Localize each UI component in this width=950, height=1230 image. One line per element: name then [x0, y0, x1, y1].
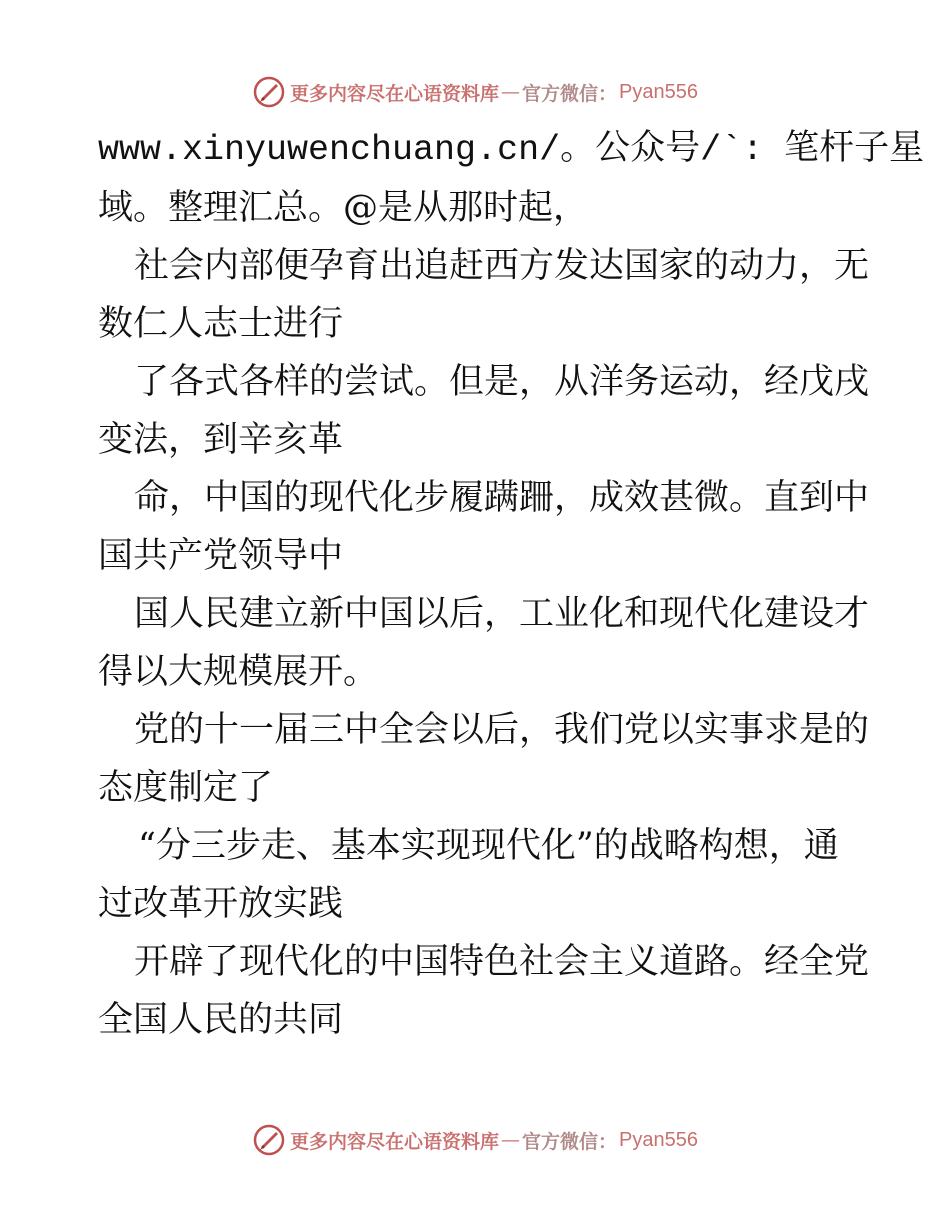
- text-line: 域。整理汇总。@是从那时起，: [98, 188, 589, 228]
- text-line: 国人民建立新中国以后，工业化和现代化建设才: [134, 594, 870, 634]
- text-line: “分三步走、基本实现现代化”的战略构想，通: [138, 826, 839, 866]
- text-line: 开辟了现代化的中国特色社会主义道路。经全党: [134, 942, 870, 982]
- quill-logo-icon: [252, 1123, 286, 1157]
- banner-main-text: 更多内容尽在心语资料库: [290, 1130, 500, 1153]
- banner-main-text: 更多内容尽在心语资料库: [290, 82, 500, 105]
- text-line: 态度制定了: [98, 768, 274, 808]
- banner-wechat-id: Pyan556: [619, 1128, 698, 1151]
- banner-wechat-label: 官方微信：: [522, 82, 618, 105]
- text-line: 变法，到辛亥革: [98, 420, 344, 460]
- text-line: 党的十一届三中全会以后，我们党以实事求是的: [134, 710, 870, 750]
- banner-wechat-id: Pyan556: [619, 80, 698, 103]
- text-line: 得以大规模展开。: [98, 652, 379, 692]
- text-line: 全国人民的共同: [98, 1000, 344, 1040]
- footer-banner: [0, 1120, 950, 1160]
- banner-separator: —: [501, 81, 521, 103]
- banner-separator: —: [501, 1129, 521, 1151]
- header-banner: [0, 72, 950, 112]
- text-line: 了各式各样的尝试。但是，从洋务运动，经戊戌: [134, 362, 870, 402]
- quill-logo-icon: [252, 75, 286, 109]
- text-line: 国共产党领导中: [98, 536, 344, 576]
- document-body: [98, 121, 925, 1049]
- text-line: 过改革开放实践: [98, 884, 344, 924]
- text-line: www.xinyuwenchuang.cn/。公众号/`: 笔杆子星: [98, 130, 925, 170]
- text-line: 社会内部便孕育出追赶西方发达国家的动力，无: [134, 246, 870, 286]
- banner-wechat-label: 官方微信：: [522, 1130, 618, 1153]
- text-line: 数仁人志士进行: [98, 304, 344, 344]
- text-line: 命，中国的现代化步履蹒跚，成效甚微。直到中: [134, 478, 870, 518]
